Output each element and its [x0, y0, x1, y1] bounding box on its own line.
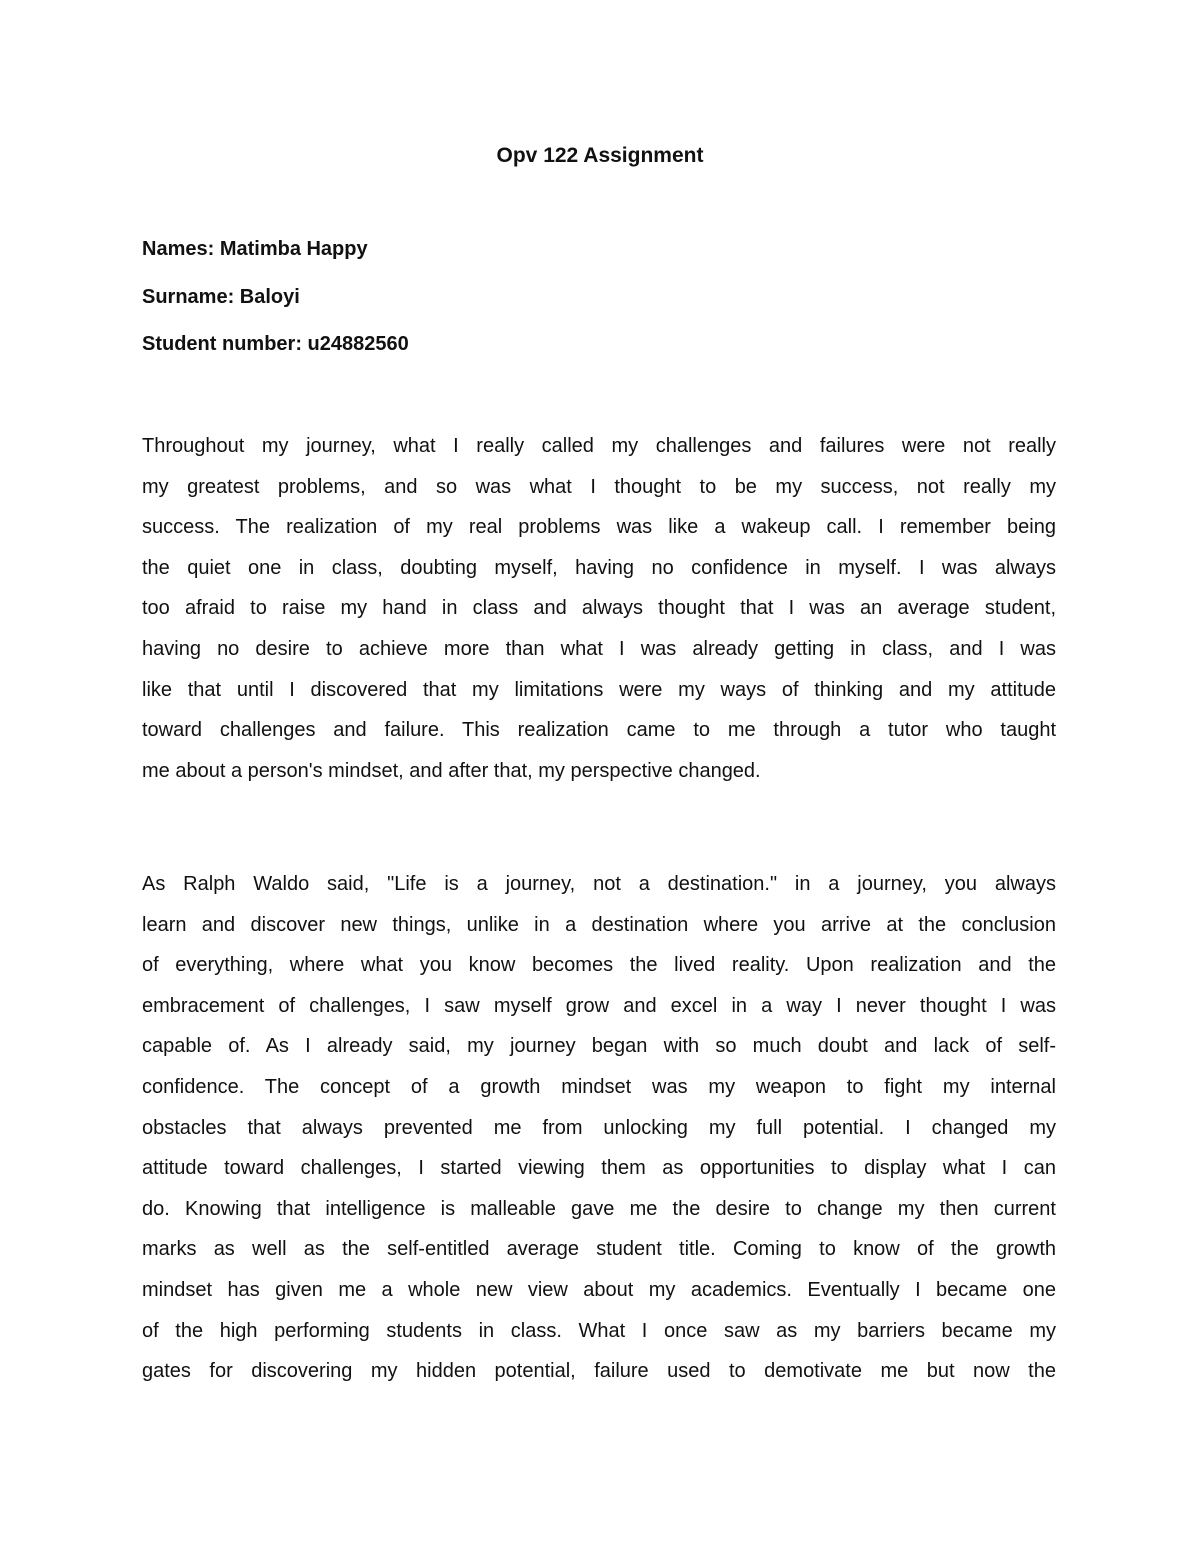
paragraph-line: the quiet one in class, doubting myself, having no confidence in myself. I was always: [142, 556, 1056, 579]
paragraph-1: [142, 426, 1056, 791]
paragraph-line: too afraid to raise my hand in class and always thought that I was an average student,: [142, 597, 1056, 620]
paragraph-line: learn and discover new things, unlike in a destination where you arrive at the conclusion: [142, 913, 1056, 936]
paragraph-2: [142, 864, 1056, 1392]
paragraph-line: toward challenges and failure. This realization came to me through a tutor who taught: [142, 719, 1056, 742]
paragraph-line: As Ralph Waldo said, "Life is a journey, not a destination." in a journey, you always: [142, 873, 1056, 895]
paragraph-line: of the high performing students in class. What I once saw as my barriers became my: [142, 1319, 1056, 1342]
paragraph-line: attitude toward challenges, I started viewing them as opportunities to display what I can: [142, 1157, 1056, 1180]
paragraph-line: Throughout my journey, what I really called my challenges and failures were not really: [142, 435, 1056, 457]
paragraph-line: gates for discovering my hidden potential, failure used to demotivate me but now the: [142, 1360, 1056, 1383]
surname-line: Surname: Baloyi: [142, 286, 300, 308]
paragraph-line: of everything, where what you know becomes the lived reality. Upon realization and the: [142, 954, 1056, 977]
paragraph-line: me about a person's mindset, and after that, my perspective changed.: [142, 759, 761, 782]
paragraph-line: mindset has given me a whole new view about my academics. Eventually I became one: [142, 1278, 1056, 1301]
paragraph-line: capable of. As I already said, my journey began with so much doubt and lack of self-: [142, 1035, 1056, 1058]
paragraph-line: my greatest problems, and so was what I thought to be my success, not really my: [142, 475, 1056, 498]
paragraph-line: obstacles that always prevented me from unlocking my full potential. I changed my: [142, 1116, 1056, 1139]
student-number-line: Student number: u24882560: [142, 333, 409, 355]
paragraph-line: embracement of challenges, I saw myself grow and excel in a way I never thought I was: [142, 994, 1056, 1017]
names-line: Names: Matimba Happy: [142, 238, 368, 260]
paragraph-line: success. The realization of my real problems was like a wakeup call. I remember being: [142, 516, 1056, 539]
paragraph-line: having no desire to achieve more than what I was already getting in class, and I was: [142, 637, 1056, 660]
paragraph-line: confidence. The concept of a growth mindset was my weapon to fight my internal: [142, 1075, 1056, 1098]
document-title: Opv 122 Assignment: [496, 144, 704, 167]
paragraph-line: do. Knowing that intelligence is malleable gave me the desire to change my then current: [142, 1197, 1056, 1220]
paragraph-line: marks as well as the self-entitled average student title. Coming to know of the growth: [142, 1238, 1056, 1261]
paragraph-line: like that until I discovered that my limitations were my ways of thinking and my attitude: [142, 678, 1056, 701]
